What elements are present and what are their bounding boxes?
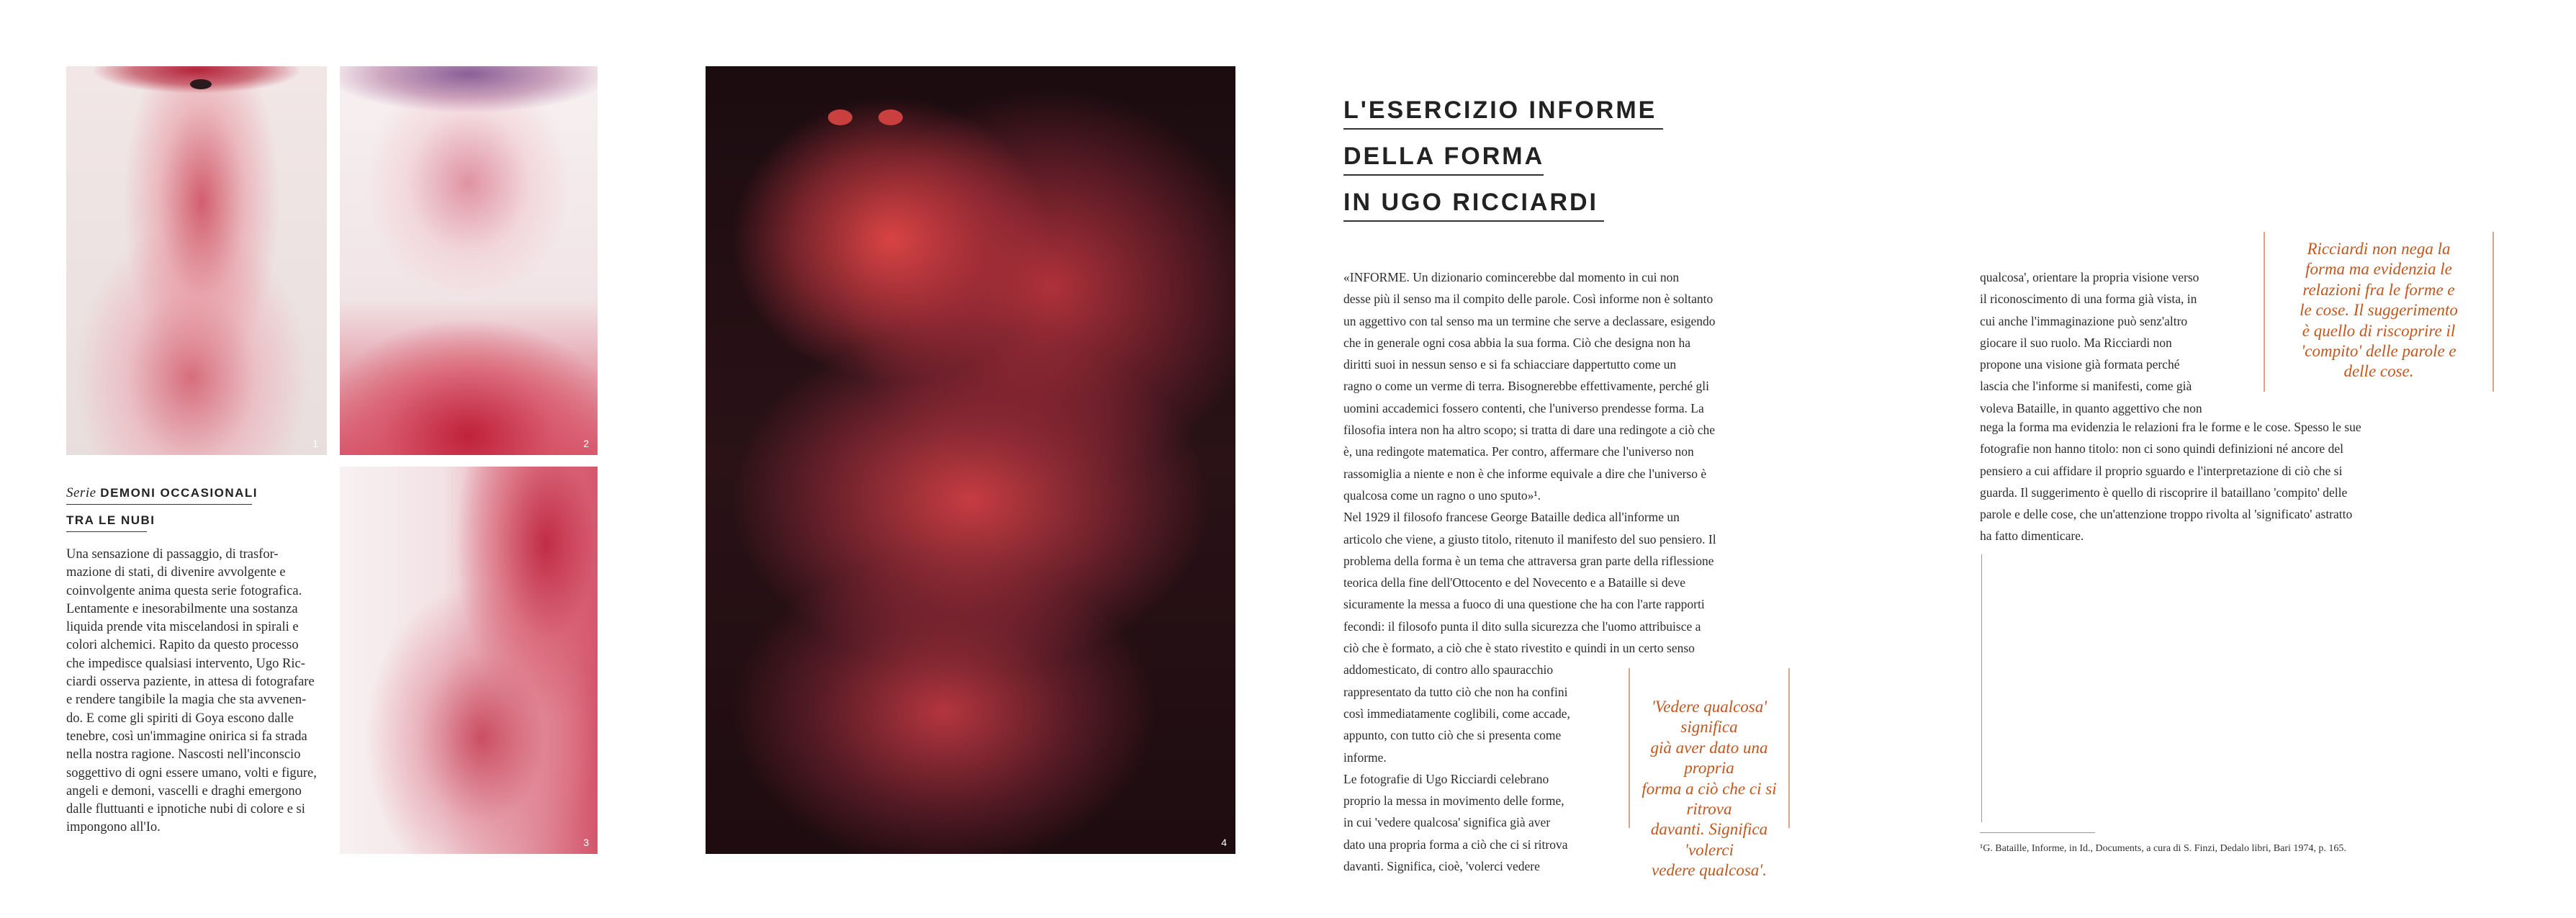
title-line-2: DELLA FORMA <box>1343 143 1545 170</box>
photo-number: 2 <box>583 438 589 449</box>
series-description <box>66 546 338 837</box>
series-title-2 <box>66 513 156 528</box>
text-line: diritti suoi in nessun senso e si fa schiacciare dappertutto come un <box>1343 357 1677 372</box>
ink-drop <box>878 109 903 125</box>
title-underline-1 <box>1343 128 1663 130</box>
text-line: addomesticato, di contro allo spauracchio <box>1343 662 1554 678</box>
text-line: così immediatamente coglibili, come accade, <box>1343 706 1570 721</box>
text-line: problema della forma è un tema che attraversa gran parte della riflessione <box>1343 553 1714 568</box>
text-line: sicuramente la messa a fuoco di una questione che ha con l'arte rapporti <box>1343 597 1705 612</box>
column-rule <box>1981 554 1982 822</box>
photo-number: 3 <box>583 837 589 848</box>
series-title-line1: DEMONI OCCASIONALI <box>100 486 258 500</box>
text-line: nella nostra ragione. Nascosti nell'inconscio <box>66 747 301 762</box>
text-line: e rendere tangibile la magia che sta avvenen- <box>66 693 307 708</box>
text-line: proprio la messa in movimento delle forme, <box>1343 793 1564 809</box>
text-line: tenebre, così un'immagine onirica si fa strada <box>66 729 307 744</box>
footnote: ¹G. Bataille, Informe, in Id., Documents, a cura di S. Finzi, Dedalo libri, Bari 1974, p. 165. <box>1980 843 2346 854</box>
text-line: «INFORME. Un dizionario comincerebbe dal momento in cui non <box>1343 270 1680 284</box>
quote-line: davanti. Significa 'volerci <box>1650 820 1768 859</box>
text-line: desse più il senso ma il compito delle parole. Così informe non è soltanto <box>1343 292 1713 307</box>
text-line: articolo che viene, a giusto titolo, ritenuto il manifesto del suo pensiero. Il <box>1343 531 1716 546</box>
quote-line: vedere qualcosa'. <box>1652 861 1767 880</box>
text-line: nega la forma ma evidenzia le relazioni fra le forme e le cose. Spesso le sue <box>1980 420 2361 434</box>
text-line: pensiero a cui affidare il proprio sguardo e l'interpretazione di ciò che si <box>1980 463 2343 478</box>
text-line: Nel 1929 il filosofo francese George Bataille dedica all'informe un <box>1343 510 1680 525</box>
photo-3 <box>340 467 598 854</box>
photo-4 <box>706 66 1235 854</box>
title-line-3: IN UGO RICCIARDI <box>1343 189 1598 216</box>
pull-quote-2 <box>2268 239 2490 382</box>
text-line: ciò che è formato, a ciò che è stato rivestito e quindi in un certo senso <box>1343 641 1695 656</box>
photo-number: 1 <box>312 438 318 449</box>
text-line: il riconoscimento di una forma già vista, in <box>1980 292 2197 307</box>
text-line: ha fatto dimenticare. <box>1980 528 2084 544</box>
quote-line: delle cose. <box>2343 362 2414 381</box>
quote-line: 'Vedere qualcosa' significa <box>1651 698 1767 737</box>
quote-rule-left <box>1629 668 1630 828</box>
text-line: propone una visione già formata perché <box>1980 357 2180 372</box>
text-line: dato una propria forma a ciò che ci si ritrova <box>1343 837 1568 852</box>
body-column-2-continued <box>1980 416 2392 547</box>
footnote-rule <box>1980 832 2095 833</box>
text-line: parole e delle cose, che un'attenzione troppo rivolta al 'significato' astratto <box>1980 507 2353 522</box>
text-line: in cui 'vedere qualcosa' significa già aver <box>1343 815 1551 830</box>
text-line: Lentamente e inesorabilmente una sostanza <box>66 601 298 616</box>
text-line: che impedisce qualsiasi intervento, Ugo Ric- <box>66 656 305 671</box>
text-line: dalle fluttuanti e ipnotiche nubi di colore e si <box>66 802 305 817</box>
text-line: lascia che l'informe si manifesti, come già <box>1980 379 2192 394</box>
quote-rule-right <box>1788 668 1790 828</box>
quote-line: forma ma evidenzia le <box>2305 260 2452 279</box>
text-line: voleva Bataille, in quanto aggettivo che non <box>1980 400 2202 415</box>
text-line: colori alchemici. Rapito da questo processo <box>66 638 299 653</box>
text-line: qualcosa', orientare la propria visione verso <box>1980 270 2199 284</box>
text-line: liquida prende vita miscelandosi in spirali e <box>66 620 299 635</box>
text-line: Una sensazione di passaggio, di trasfor- <box>66 547 279 562</box>
text-line: fotografie non hanno titolo: non ci sono quindi definizioni né ancore del <box>1980 441 2343 456</box>
text-line: rappresentato da tutto ciò che non ha confini <box>1343 684 1568 699</box>
ink-blot <box>190 79 212 89</box>
text-line: appunto, con tutto ciò che si presenta come <box>1343 728 1562 743</box>
text-line: davanti. Significa, cioè, 'volerci vedere <box>1343 859 1540 874</box>
title-line-1: L'ESERCIZIO INFORME <box>1343 96 1657 124</box>
title-underline-2 <box>1343 174 1544 176</box>
photo-2 <box>340 66 598 455</box>
text-line: guarda. Il suggerimento è quello di riscoprire il bataillano 'compito' delle <box>1980 485 2348 500</box>
ink-drop <box>828 109 852 125</box>
text-line: qualcosa come un ragno o uno sputo»¹. <box>1343 487 1541 503</box>
text-line: cui anche l'immaginazione può senz'altro <box>1980 313 2188 328</box>
text-line: giocare il suo ruolo. Ma Ricciardi non <box>1980 335 2172 350</box>
quote-line: Ricciardi non nega la <box>2307 240 2451 258</box>
quote-rule-right <box>2492 232 2494 392</box>
photo-1 <box>66 66 327 455</box>
photo-number: 4 <box>1221 837 1227 848</box>
series-underline <box>66 504 252 505</box>
text-line: soggettivo di ogni essere umano, volti e figure, <box>66 765 317 780</box>
series-title-line2: TRA LE NUBI <box>66 513 156 527</box>
series-title <box>66 485 258 501</box>
text-line: fecondi: il filosofo punta il dito sulla sicurezza che l'uomo attribuisce a <box>1343 618 1701 634</box>
quote-rule-left <box>2264 232 2265 392</box>
title-underline-3 <box>1343 220 1604 222</box>
text-line: Le fotografie di Ugo Ricciardi celebrano <box>1343 771 1549 786</box>
quote-line: relazioni fra le forme e <box>2302 280 2455 299</box>
pull-quote-1 <box>1631 697 1787 881</box>
series-underline-2 <box>66 531 147 532</box>
body-column-2 <box>1980 266 2230 419</box>
quote-line: già aver dato una propria <box>1650 738 1768 778</box>
quote-line: forma a ciò che ci si ritrova <box>1641 779 1777 819</box>
text-line: ciardi osserva paziente, in attesa di fotografare <box>66 675 315 690</box>
text-line: un aggettivo con tal senso ma un termine che serve a declassare, esigendo <box>1343 313 1716 328</box>
text-line: ragno o come un verme di terra. Bisognerebbe effettivamente, perché gli <box>1343 379 1709 394</box>
text-line: filosofia intera non ha altro scopo; si tratta di dare una redingote a ciò che <box>1343 423 1716 438</box>
text-line: impongono all'Io. <box>66 820 161 835</box>
text-line: è, una redingote matematica. Per contro, affermare che l'universo non <box>1343 444 1694 459</box>
text-line: do. E come gli spiriti di Goya escono dalle <box>66 711 294 726</box>
quote-line: 'compito' delle parole e <box>2301 342 2456 361</box>
series-prefix: Serie <box>66 485 96 500</box>
text-line: angeli e demoni, vascelli e draghi emergono <box>66 783 302 798</box>
text-line: coinvolgente anima questa serie fotografica. <box>66 583 302 598</box>
text-line: mazione di stati, di divenire avvolgente e <box>66 565 286 580</box>
text-line: teorica della fine dell'Ottocento e del Novecento e a Bataille si deve <box>1343 575 1685 590</box>
quote-line: è quello di riscoprire il <box>2302 321 2456 340</box>
text-line: rassomiglia a niente e non è che informe equivale a dire che l'universo è <box>1343 466 1707 481</box>
text-line: informe. <box>1343 750 1387 765</box>
text-line: che in generale ogni cosa abbia la sua forma. Ciò che designa non ha <box>1343 335 1691 350</box>
text-line: uomini accademici fossero contenti, che l'universo prendesse forma. La <box>1343 400 1704 415</box>
quote-line: le cose. Il suggerimento <box>2300 301 2458 320</box>
